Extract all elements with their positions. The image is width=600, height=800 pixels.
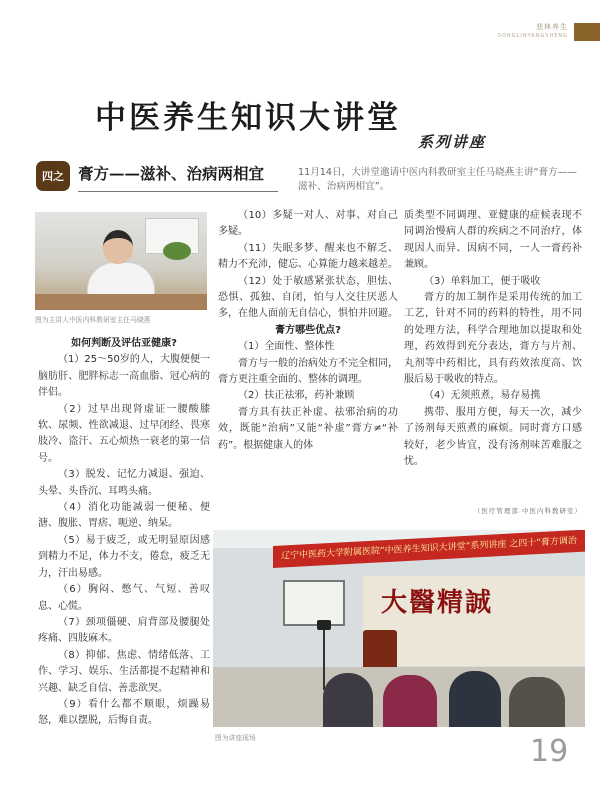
paragraph: （5）易于疲乏，或无明显原因感到精力不足，体力不支，倦怠，疲乏无力，汗出易感。: [38, 534, 210, 579]
paragraph: 膏方具有扶正补虚、祛邪治病的功效，既能“治病”又能“补虚”膏方≠“补药”。根据健康人的体: [218, 406, 398, 451]
section-heading-assessment: 如何判断及评估亚健康?: [71, 338, 177, 349]
paragraph: （10）多疑一对人、对事、对自己多疑。: [218, 210, 398, 238]
section-name: 悲林养生: [536, 23, 568, 31]
article-column-2: [218, 208, 398, 454]
paragraph: 携带、服用方便，每天一次，减少了汤剂每天煎煮的麻烦。同时膏方口感较好，老少皆宜，没有汤剂味苦难服之忧。: [404, 406, 582, 468]
paragraph: （4）无须煎煮，易存易携: [424, 390, 541, 402]
paragraph: （2）扶正祛邪，药补兼顾: [238, 390, 355, 402]
photo-projector-screen: [283, 580, 345, 626]
paragraph: （2）过早出现肾虚证一腰酸膝软、尿频、性欲减退、过早闭经、畏寒肢冷、盗汗、五心烦热一衰老的第一信号。: [38, 403, 210, 464]
photo-audience-member: [323, 673, 373, 727]
lecturer-photo: [35, 212, 207, 310]
paragraph: （1）全面性、整体性: [238, 341, 335, 353]
page-title: 中医养生知识大讲堂: [95, 100, 401, 136]
photo1-caption: 图为主讲人中医内科教研室主任马晓燕: [35, 316, 151, 324]
article-column-3: [404, 208, 582, 471]
section-name-en: SONGLINYANGSHENG: [497, 33, 568, 39]
photo-desk: [35, 294, 207, 310]
paragraph: （7）颈项僵硬、肩背部及腰腿处疼痛、四肢麻木。: [38, 616, 210, 645]
lecture-hall-photo: [213, 530, 585, 727]
photo-calligraphy: 大醫精誠: [381, 588, 494, 618]
intro-text: 11月14日，大讲堂邀请中医内科教研室主任马晓燕主讲“膏方——滋补、治病两相宜”。: [298, 167, 577, 192]
paragraph: （3）脱发、记忆力减退、强迫、头晕、头昏沉、耳鸣头痛。: [38, 469, 210, 497]
photo-lecturer-head: [103, 230, 133, 264]
paragraph: （9）看什么都不顺眼，烦躁易怒，难以摆脱，后悔自责。: [38, 698, 210, 727]
lecture-number-badge: 四之: [36, 161, 70, 191]
section-header: [498, 24, 568, 39]
paragraph: （12）处于敏感紧张状态，胆怯、恐惧、孤独、自闭，怕与人交往厌恶人多，在他人面前无自信心，惧怕并回避。: [218, 275, 398, 320]
photo-plant: [163, 242, 191, 260]
article-column-1: [38, 336, 210, 730]
photo-audience-member: [509, 677, 565, 727]
paragraph: （1）25～50岁的人，大腹便便一脑肪肝、肥胖标志一高血脂、冠心病的伴侣。: [38, 354, 210, 399]
paragraph: （11）失眠多梦、醒来也不解乏、精力不充沛，健忘、心算能力越来越差。: [218, 242, 398, 271]
camera-icon: [317, 620, 331, 630]
photo-tripod: [323, 630, 325, 690]
photo-audience-member: [383, 675, 437, 727]
photo2-caption: 图为讲座现场: [215, 734, 256, 742]
paragraph: 质类型不同调理、亚健康的症候表现不同调治慢病人群的疾病之不同治疗，体现因人而异、因病不同，一人一膏药补兼顾。: [404, 210, 582, 271]
paragraph: （4）消化功能减弱一便秘、便溏、腹胀、胃痞、呃逆、纳呆。: [38, 502, 210, 530]
header-color-block: [574, 23, 600, 41]
page-number: 19: [530, 734, 569, 769]
photo-banner: 辽宁中医药大学附属医院“中医养生知识大讲堂”系列讲座 之四十“膏方调治: [273, 530, 585, 568]
paragraph: 膏方与一般的治病处方不完全相同，膏方更注重全面的、整体的调理。: [218, 357, 398, 386]
paragraph: （6）胸闷、憋气、气短、善叹息、心慌。: [38, 584, 210, 612]
photo-audience-member: [449, 671, 501, 727]
paragraph: （8）抑郁、焦虑、情绪低落、工作、学习、娱乐、生活都提不起精神和兴趣、缺乏自信、善悲欲哭。: [38, 649, 210, 694]
section-heading-advantages: 膏方哪些优点?: [275, 324, 341, 336]
article-subtitle: 膏方——滋补、治病两相宜: [78, 161, 278, 192]
paragraph: 膏方的加工制作是采用传统的加工工艺，针对不同的药料的特性，用不同的处理方法，科学合理地加以提取和处理，药效得到充分表达，膏方与片剂、丸剂等中药相比，具有药效浓度高、饮服后易于吸收的特点。: [404, 292, 582, 386]
paragraph: （3）单料加工，便于吸收: [424, 275, 541, 287]
author-signature: （医疗管理部 中医内科教研室）: [473, 507, 582, 515]
series-label: 系列讲座: [418, 133, 487, 151]
